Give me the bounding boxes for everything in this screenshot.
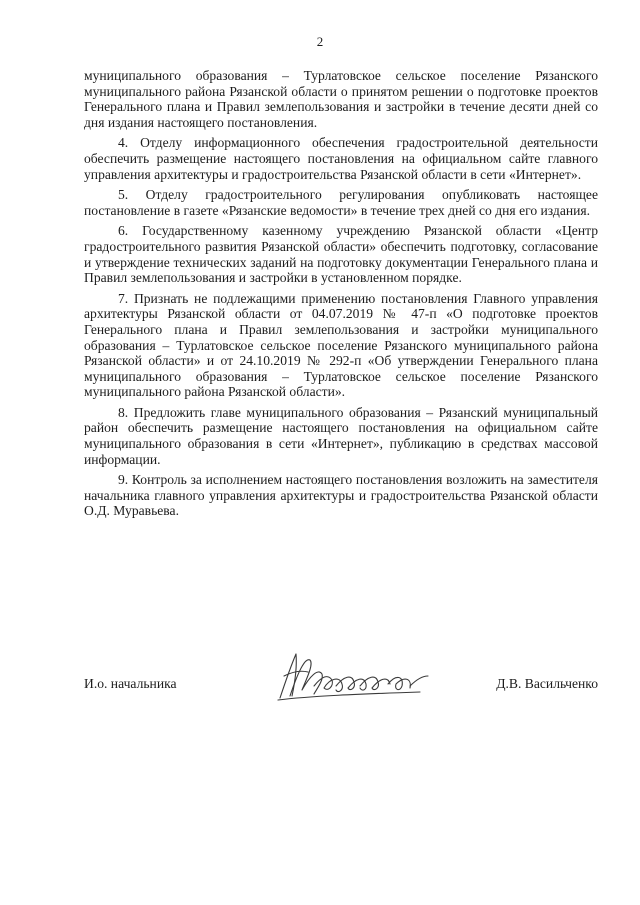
paragraph-item-4: 4. Отделу информационного обеспечения градостроительной деятельности обеспечить размещение настоящего постановления на официальном сайте главного управления архитектуры и градостроительства Рязанской области в сети «Интернет». [84, 135, 598, 182]
signature-block [84, 676, 598, 696]
paragraph-item-7: 7. Признать не подлежащими применению постановления Главного управления архитектуры Рязанской области от 04.07.2019 № 47-п «О подготовке проектов Генерального плана и Правил землепользования и застройки муниципального образования – Турлатовское сельское поселение Рязанского муниципального района Рязанской области» и от 24.10.2019 № 292-п «Об утверждении Генерального плана муниципального образования – Турлатовское сельское поселение Рязанского муниципального района Рязанской области». [84, 290, 598, 400]
paragraph-item-6: 6. Государственному казенному учреждению Рязанской области «Центр градостроительного развития Рязанской области» обеспечить подготовку, согласование и утверждение технических заданий на подготовку документации Генерального плана и Правил землепользования и застройки в установленном порядке. [84, 223, 598, 286]
signer-name: Д.В. Васильченко [496, 676, 598, 691]
document-body [84, 68, 598, 519]
paragraph-item-5: 5. Отделу градостроительного регулирования опубликовать настоящее постановление в газете «Рязанские ведомости» в течение трех дней со дня его издания. [84, 187, 598, 218]
paragraph-continuation: муниципального образования – Турлатовское сельское поселение Рязанского муниципального района Рязанской области о принятом решении о подготовке проектов Генерального плана и Правил землепользования и застройки в течение десяти дней со дня издания настоящего постановления. [84, 68, 598, 130]
signer-position: И.о. начальника [84, 676, 177, 691]
paragraph-item-9: 9. Контроль за исполнением настоящего постановления возложить на заместителя начальника главного управления архитектуры и градостроительства Рязанской области О.Д. Муравьева. [84, 472, 598, 519]
paragraph-item-8: 8. Предложить главе муниципального образования – Рязанский муниципальный район обеспечить размещение настоящего постановления на официальном сайте муниципального образования в сети «Интернет», публикацию в средствах массовой информации. [84, 404, 598, 467]
page-number: 2 [316, 34, 324, 49]
